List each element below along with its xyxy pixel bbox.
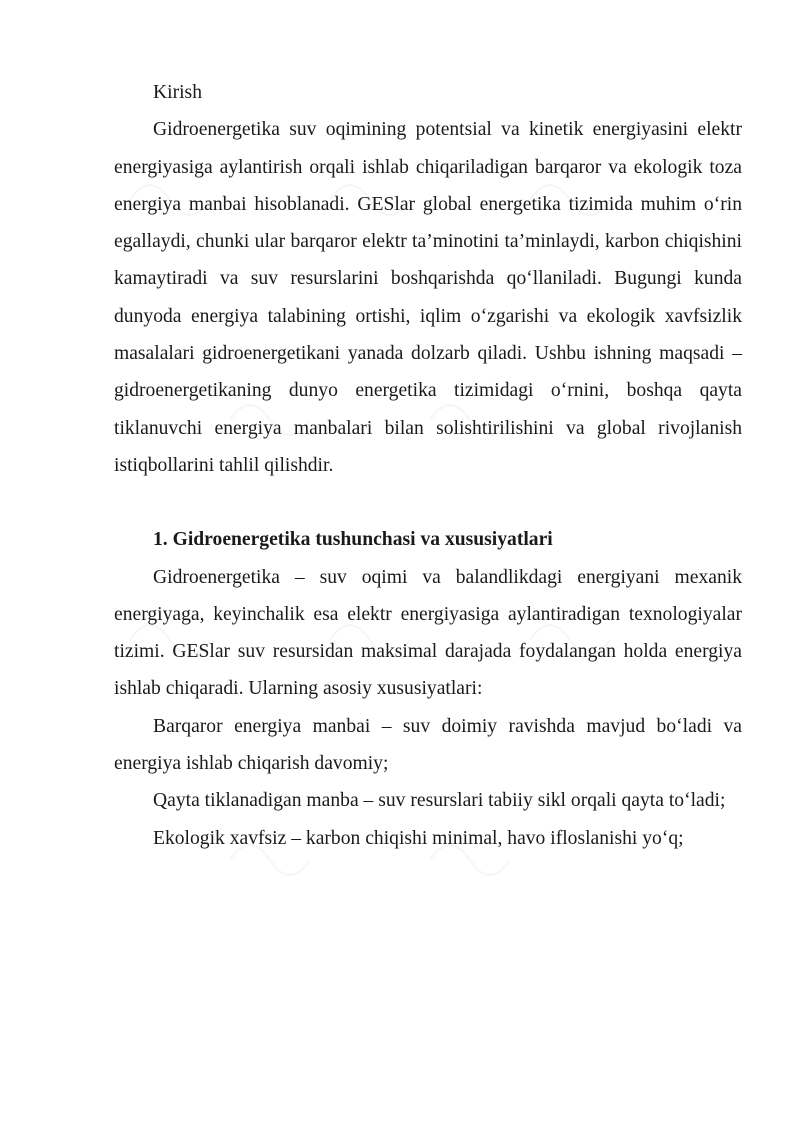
section-1-heading: 1. Gidroenergetika tushunchasi va xususiyatlari: [153, 529, 553, 551]
list-item: Ekologik xavfsiz – karbon chiqishi minimal, havo ifloslanishi yo‘q;: [153, 827, 684, 849]
document-body: [114, 74, 742, 857]
list-item: Qayta tiklanadigan manba – suv resurslari tabiiy sikl orqali qayta to‘ladi;: [153, 790, 726, 812]
section-1-paragraph: Gidroenergetika – suv oqimi va balandlikdagi energiyani mexanik energiyaga, keyinchalik esa elektr energiyasiga aylantiradigan texnologiyalar tizimi. GESlar suv resursidan maksimal darajada foydalangan holda energiya ishlab chiqaradi. Ularning asosiy xususiyatlari:: [114, 566, 742, 700]
intro-paragraph: Gidroenergetika suv oqimining potentsial va kinetik energiyasini elektr energiyasiga aylantirish orqali ishlab chiqariladigan barqaror va ekologik toza energiya manbai hisoblanadi. GESlar global energetika tizimida muhim o‘rin egallaydi, chunki ular barqaror elektr ta’minotini ta’minlaydi, karbon chiqishini kamaytiradi va suv resurslarini boshqarishda qo‘llaniladi. Bugungi kunda dunyoda energiya talabining ortishi, iqlim o‘zgarishi va ekologik xavfsizlik masalalari gidroenergetikani yanada dolzarb qiladi. Ushbu ishning maqsadi – gidroenergetikaning dunyo energetika tizimidagi o‘rnini, boshqa qayta tiklanuvchi energiya manbalari bilan solishtirilishini va global rivojlanish istiqbollarini tahlil qilishdir.: [114, 119, 742, 476]
intro-title: Kirish: [153, 82, 202, 103]
section-spacer: [114, 484, 742, 521]
list-item: Barqaror energiya manbai – suv doimiy ravishda mavjud bo‘ladi va energiya ishlab chiqarish davomiy;: [114, 715, 742, 775]
